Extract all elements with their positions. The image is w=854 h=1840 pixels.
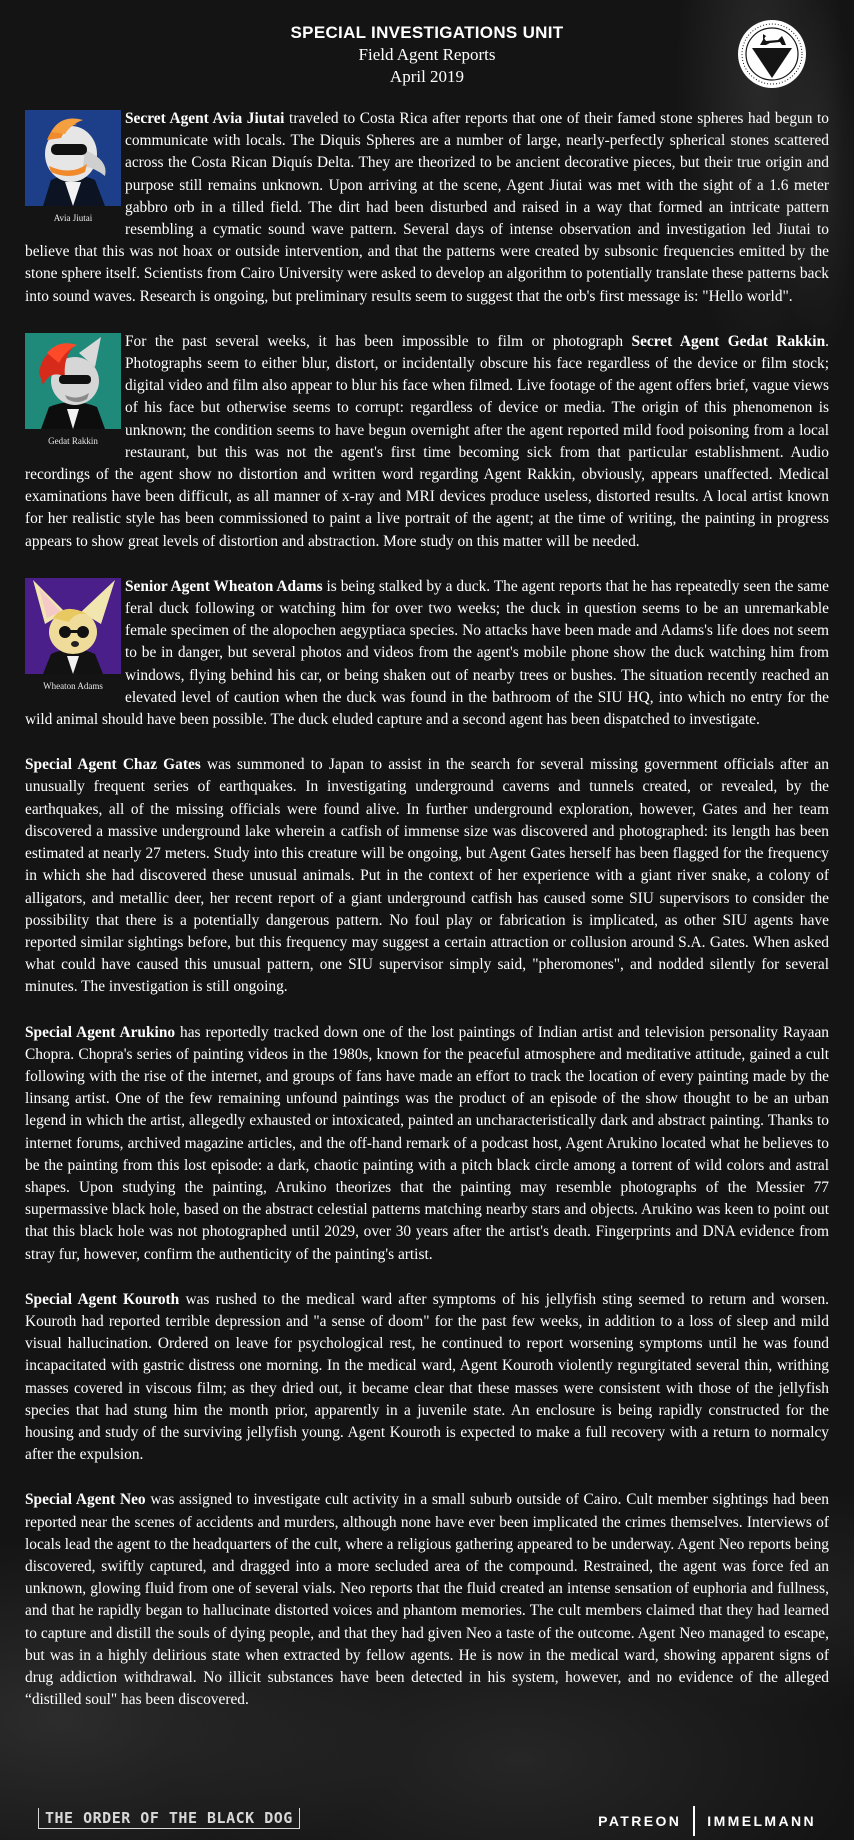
portrait-avia-jiutai: [25, 110, 121, 228]
fennec-portrait-icon: [25, 578, 121, 674]
portrait-wheaton-adams: [25, 578, 121, 696]
report-text: was assigned to investigate cult activity in a small suburb outside of Cairo. Cult member sightings had been reported near the scenes of accidents and murders, although none have ever been implicated the crimes themselves. Interviews of locals lead the agent to the headquarters of the cult, where a religious gathering appeared to be underway. Agent Neo reports being discovered, swiftly captured, and dragged into a more secluded area of the compound. Restrained, the agent was force fed an unknown, glowing fluid from one of several vials. Neo reports that the fluid created an intense sensation of euphoria and fullness, and that he rapidly began to hallucinate distorted voices and phantom memories. The cult members claimed that they had learned to capture and distill the souls of dying people, and that they had given Neo a taste of the outcome. Agent Neo managed to escape, but was in a highly delirious state when extracted by fellow agents. He is now in the medical ward, showing apparent signs of drug addiction withdrawal. No illicit substances have been detected in his system, however, and no evidence of the alleged “distilled soul" has been discovered.: [25, 1491, 829, 1709]
patreon-label: PATREON: [598, 1813, 682, 1829]
report-text: was summoned to Japan to assist in the search for several missing government officials after an unusually frequent series of earthquakes. In investigating underground caverns and tunnels created, or revealed, by the earthquakes, all of the missing officials were found alive. In further underground exploration, however, Gates and her team discovered a massive underground lake wherein a catfish of immense size was discovered and photographed: its length has been estimated at nearly 27 meters. Study into this creature will be ongoing, but Agent Gates herself has been flagged for the frequency in which she had discovered these unusual animals. Put in the context of her experience with a giant river snake, a colony of alligators, and metallic deer, her recent report of a giant underground catfish has caused some SIU supervisors to consider the possibility that there is a potentially dangerous pattern. No foul play or fabrication is implicated, as other SIU agents have reported similar sightings before, but this frequency may suggest a certain attraction or collusion around S.A. Gates. When asked what could have caused this unusual pattern, one SIU supervisor simply said, "pheromones", and nodded silently for several minutes. The investigation is still ongoing.: [25, 756, 829, 996]
portrait-caption: Avia Jiutai: [53, 213, 93, 223]
creator-credits: [598, 1806, 816, 1836]
report-text: was rushed to the medical ward after symptoms of his jellyfish sting seemed to return and worsen. Kouroth had reported terrible depression and "a sense of doom" for the past few weeks, in addition to a loss of sleep and mild visual hallucination. Ordered on leave for psychological rest, he continued to report worsening symptoms until he was found incapacitated with gastric distress one morning. In the medical ward, Agent Kouroth violently regurgitated several thin, writhing masses covered in viscous film; as they dried out, it became clear that these masses were consistent with those of the jellyfish species that had stung him the month prior, apparently in a juvenile state. An enclosure is being rapidly constructed for the housing and study of the surviving jellyfish young. Agent Kouroth is expected to make a full recovery with a return to normalcy after the expulsion.: [25, 1290, 829, 1464]
report-date: April 2019: [389, 67, 465, 86]
report-text-lead: For the past several weeks, it has been impossible to film or photograph: [125, 332, 632, 350]
agent-name: Special Agent Chaz Gates: [25, 756, 201, 774]
agent-report-gates: [25, 754, 829, 998]
agent-name: Secret Agent Gedat Rakkin: [631, 332, 826, 350]
agent-report-adams: [25, 576, 829, 731]
report-text: . Photographs seem to either blur, distort, or incidentally obscure his face regardless of the device or film stock; digital video and film also appear to blur his face when filmed. Live footage of the agent offers brief, vague views of his face but otherwise seems to corrupt: regardless of device or media. The origin of this phenomenon is unknown; the condition seems to have begun overnight after the agent reported mild food poisoning from a local restaurant, but this was not the agent's first time becoming sick from that particular establishment. Audio recordings of the agent show no distortion and written word regarding Agent Rakkin, obviously, appears unaffected. Medical examinations have been difficult, as all manner of x-ray and MRI devices produce useless, distorted results. A local artist known for her realistic style has been commissioned to paint a live portrait of the agent; at the time of writing, the painting in progress appears to show great levels of distortion and abstraction. More study on this matter will be needed.: [25, 332, 829, 550]
agent-name: Senior Agent Wheaton Adams: [125, 577, 323, 595]
bird-portrait-icon: [25, 110, 121, 206]
report-body: [25, 108, 829, 1734]
report-header: [0, 22, 854, 88]
page-footer: [0, 1806, 854, 1836]
fox-portrait-icon: [25, 333, 121, 429]
portrait-gedat-rakkin: [25, 333, 121, 451]
credit-divider: [693, 1806, 695, 1836]
agent-report-arukino: [25, 1022, 829, 1266]
agent-report-neo: [25, 1489, 829, 1711]
agent-name: Secret Agent Avia Jiutai: [125, 110, 285, 127]
agent-report-rakkin: [25, 331, 829, 553]
agent-name: Special Agent Neo: [25, 1491, 146, 1509]
portrait-caption: Gedat Rakkin: [48, 435, 98, 446]
agent-name: Special Agent Arukino: [25, 1023, 176, 1041]
report-text: traveled to Costa Rica after reports that one of their famed stone spheres had begun to communicate with locals. The Diquis Spheres are a number of large, nearly-perfectly spherical stones scattered across the Costa Rican Diquís Delta. They are theorized to be ancient decorative pieces, but their true origin and purpose still remains unknown. Upon arriving at the scene, Agent Jiutai was met with the sight of a 1.6 meter gabbro orb in a tilled field. The dirt had been disturbed and raised in a way that formed an intricate pattern resembling a cymatic sound wave pattern. Several days of intense observation and investigation led Jiutai to believe that this was not hoax or outside intervention, and that the patterns were created by subsonic frequencies emitted by the stone sphere itself. Scientists from Cairo University were asked to develop an algorithm to potentially translate these patterns back into sound waves. Research is ongoing, but preliminary results seem to suggest that the orb's first message is: "Hello world".: [25, 110, 830, 305]
creator-name: IMMELMANN: [707, 1813, 816, 1829]
report-subtitle: Field Agent Reports: [358, 45, 496, 64]
report-text: is being stalked by a duck. The agent reports that he has repeatedly seen the same feral duck following or watching him for over two weeks; the duck in question seems to be an unremarkable female specimen of the alopochen aegyptiaca species. No attacks have been made and Adams's life does not seem to be in danger, but several photos and videos from the agent's mobile phone show the duck watching him from windows, flying behind his car, or being shaken out of nearby trees or bushes. The situation recently reached an elevated level of caution when the duck was found in the bathroom of the SIU HQ, into which no entry for the wild animal should have been possible. The duck eluded capture and a second agent has been dispatched to investigate.: [25, 577, 829, 729]
portrait-caption: Wheaton Adams: [43, 680, 103, 691]
agent-report-kouroth: [25, 1289, 829, 1467]
agent-report-jiutai: [25, 108, 829, 308]
unit-title: SPECIAL INVESTIGATIONS UNIT: [290, 23, 564, 42]
report-text: has reportedly tracked down one of the lost paintings of Indian artist and television personality Rayaan Chopra. Chopra's series of painting videos in the 1980s, known for the peaceful atmosphere and meditative attitude, gained a cult following with the rise of the internet, and groups of fans have made an effort to track the location of every painting made by the linsang artist. One of the few remaining unfound paintings was the product of an episode of the show thought to be an urban legend in which the artist, allegedly exhausted or intoxicated, painted an uncharacteristically dark and abstract painting. Thanks to internet forums, archived magazine articles, and the off-hand remark of a podcast host, Agent Arukino located what he believes to be the painting from this lost episode: a dark, chaotic painting with a pitch black circle among a torrent of wild colors and astral shapes. Upon studying the painting, Arukino theorizes that the painting may resemble photographs of the Messier 77 supermassive black hole, based on the abstract celestial patterns matching nearby stars and objects. Arukino was keen to point out that this black hole was not photographed until 2029, over 30 years after the artist's death. Fingerprints and DNA evidence from stray fur, however, confirm the authenticity of the painting's artist.: [25, 1023, 829, 1263]
dog-emblem-icon: [736, 18, 808, 90]
order-of-the-black-dog-mark: THE ORDER OF THE BLACK DOG: [38, 1808, 300, 1829]
agent-name: Special Agent Kouroth: [25, 1290, 180, 1308]
